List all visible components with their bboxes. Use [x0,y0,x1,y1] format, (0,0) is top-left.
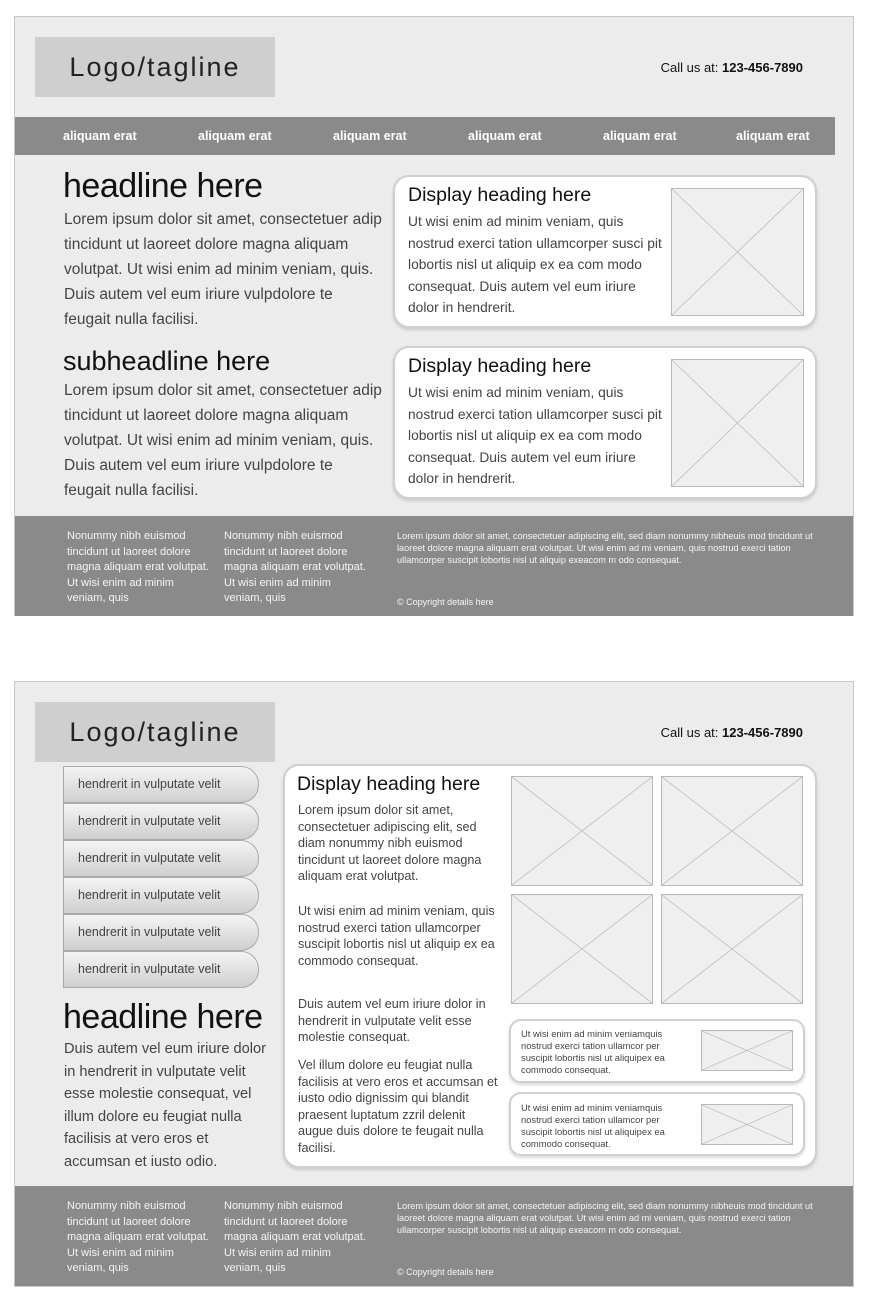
nav-item[interactable]: aliquam erat [468,129,542,143]
headline: headline here [63,167,263,205]
footer-column: Nonummy nibh euismod tincidunt ut laoreet dolore magna aliquam erat volutpat. Ut wisi enim ad minim veniam, quis [224,530,366,604]
footer-column: Nonummy nibh euismod tincidunt ut laoreet dolore magna aliquam erat volutpat. Ut wisi enim ad minim veniam, quis [67,1200,209,1274]
headline-body: Lorem ipsum dolor sit amet, consectetuer adip tincidunt ut laoreet dolore magna aliquam volutpat. Ut wisi enim ad minim veniam, quis. Duis autem vel eum iriure vulpdolore te feugait nulla facilisi. [64,211,382,328]
card-paragraph: Duis autem vel eum iriure dolor in hendrerit in vulputate velit esse molestie consequat. [298,997,486,1045]
side-nav-item[interactable]: hendrerit in vulputate velit [63,766,259,803]
content-card [393,175,817,328]
nav-item[interactable]: aliquam erat [198,129,272,143]
image-placeholder [511,776,653,886]
card-body: Ut wisi enim ad minim veniam, quis nostrud exerci tation ullamcorper susci pit lobortis nisl ut aliquip ex ea com modo consequat. Duis autem vel eum iriure dolor in hendrerit. [408,214,662,315]
card-title: Display heading here [297,773,481,795]
nav-item[interactable]: aliquam erat [603,129,677,143]
side-nav-item[interactable]: hendrerit in vulputate velit [63,803,259,840]
footer [15,1186,853,1286]
footer-column: Nonummy nibh euismod tincidunt ut laoreet dolore magna aliquam erat volutpat. Ut wisi enim ad minim veniam, quis [224,1200,366,1274]
phone-contact [661,60,803,75]
mini-card-body: Ut wisi enim ad minim veniamquis nostrud exerci tation ullamcor per suscipit lobortis nisl ut aliquipex ea commodo consequat. [521,1102,665,1149]
logo[interactable]: Logo/tagline [35,37,275,97]
phone-contact [661,725,803,740]
card-body: Ut wisi enim ad minim veniam, quis nostrud exerci tation ullamcorper susci pit lobortis nisl ut aliquip ex ea com modo consequat. Duis autem vel eum iriure dolor in hendrerit. [408,385,662,486]
headline-body: Duis autem vel eum iriure dolor in hendrerit in vulputate velit esse molestie consequat, vel illum dolore eu feugiat nulla facilisis at vero eros et accumsan et iusto odio. [64,1041,266,1170]
footer [15,516,853,616]
card-paragraph: Vel illum dolore eu feugiat nulla facilisis at vero eros et accumsan et iusto odio dignissim qui blandit praesent luptatum zzril delenit augue duis dolore te feugait nulla facilisi. [298,1058,498,1155]
mini-card [509,1092,805,1156]
card-title: Display heading here [408,184,592,206]
mini-card [509,1019,805,1083]
subheadline-body: Lorem ipsum dolor sit amet, consectetuer adip tincidunt ut laoreet dolore magna aliquam volutpat. Ut wisi enim ad minim veniam, quis. Duis autem vel eum iriure vulpdolore te feugait nulla facilisi. [64,382,382,499]
card-paragraph: Ut wisi enim ad minim veniam, quis nostrud exerci tation ullamcorper suscipit lobortis nisl ut aliquip ex ea commodo consequat. [298,904,495,968]
side-nav-item[interactable]: hendrerit in vulputate velit [63,914,259,951]
side-nav-item[interactable]: hendrerit in vulputate velit [63,951,259,988]
card-paragraph: Lorem ipsum dolor sit amet, consectetuer adipiscing elit, sed diam nonummy nibh euismod tincidunt ut laoreet dolore magna aliquam erat volutpat. [298,803,482,884]
wireframe-1 [14,16,854,616]
phone-number[interactable]: 123-456-7890 [722,725,803,740]
side-nav [63,766,259,988]
mini-card-body: Ut wisi enim ad minim veniamquis nostrud exerci tation ullamcor per suscipit lobortis nisl ut aliquipex ea commodo consequat. [521,1028,665,1075]
side-nav-item[interactable]: hendrerit in vulputate velit [63,877,259,914]
nav-item[interactable]: aliquam erat [736,129,810,143]
image-placeholder [701,1030,793,1071]
image-placeholder [661,894,803,1004]
nav-item[interactable]: aliquam erat [63,129,137,143]
footer-text: Lorem ipsum dolor sit amet, consectetuer adipiscing elit, sed diam nonummy nibheuis mod tincidunt ut laoreet dolore magna aliquam erat volutpat. Ut wisi enim ad mi veniam, quis nostrud exerci tation ullamcorper suscipit lobortis nisl ut aliquip exeacom m odo consequat. [397,531,813,566]
logo[interactable]: Logo/tagline [35,702,275,762]
wireframe-2 [14,681,854,1287]
image-placeholder [671,188,804,316]
footer-text: Lorem ipsum dolor sit amet, consectetuer adipiscing elit, sed diam nonummy nibheuis mod tincidunt ut laoreet dolore magna aliquam erat volutpat. Ut wisi enim ad mi veniam, quis nostrud exerci tation ullamcorper suscipit lobortis nisl ut aliquip exeacom m odo consequat. [397,1201,813,1236]
subheadline: subheadline here [63,346,271,376]
image-placeholder [511,894,653,1004]
footer-column: Nonummy nibh euismod tincidunt ut laoreet dolore magna aliquam erat volutpat. Ut wisi enim ad minim veniam, quis [67,530,209,604]
image-placeholder [671,359,804,487]
top-nav [15,117,835,155]
side-nav-item[interactable]: hendrerit in vulputate velit [63,840,259,877]
phone-number[interactable]: 123-456-7890 [722,60,803,75]
content-card [393,346,817,499]
copyright: © Copyright details here [397,597,494,607]
image-placeholder [661,776,803,886]
phone-label: Call us at: [660,725,719,740]
image-placeholder [701,1104,793,1145]
phone-label: Call us at: [660,60,719,75]
copyright: © Copyright details here [397,1267,494,1277]
nav-item[interactable]: aliquam erat [333,129,407,143]
card-title: Display heading here [408,355,592,377]
headline: headline here [63,998,263,1036]
main-content-card [283,764,817,1168]
